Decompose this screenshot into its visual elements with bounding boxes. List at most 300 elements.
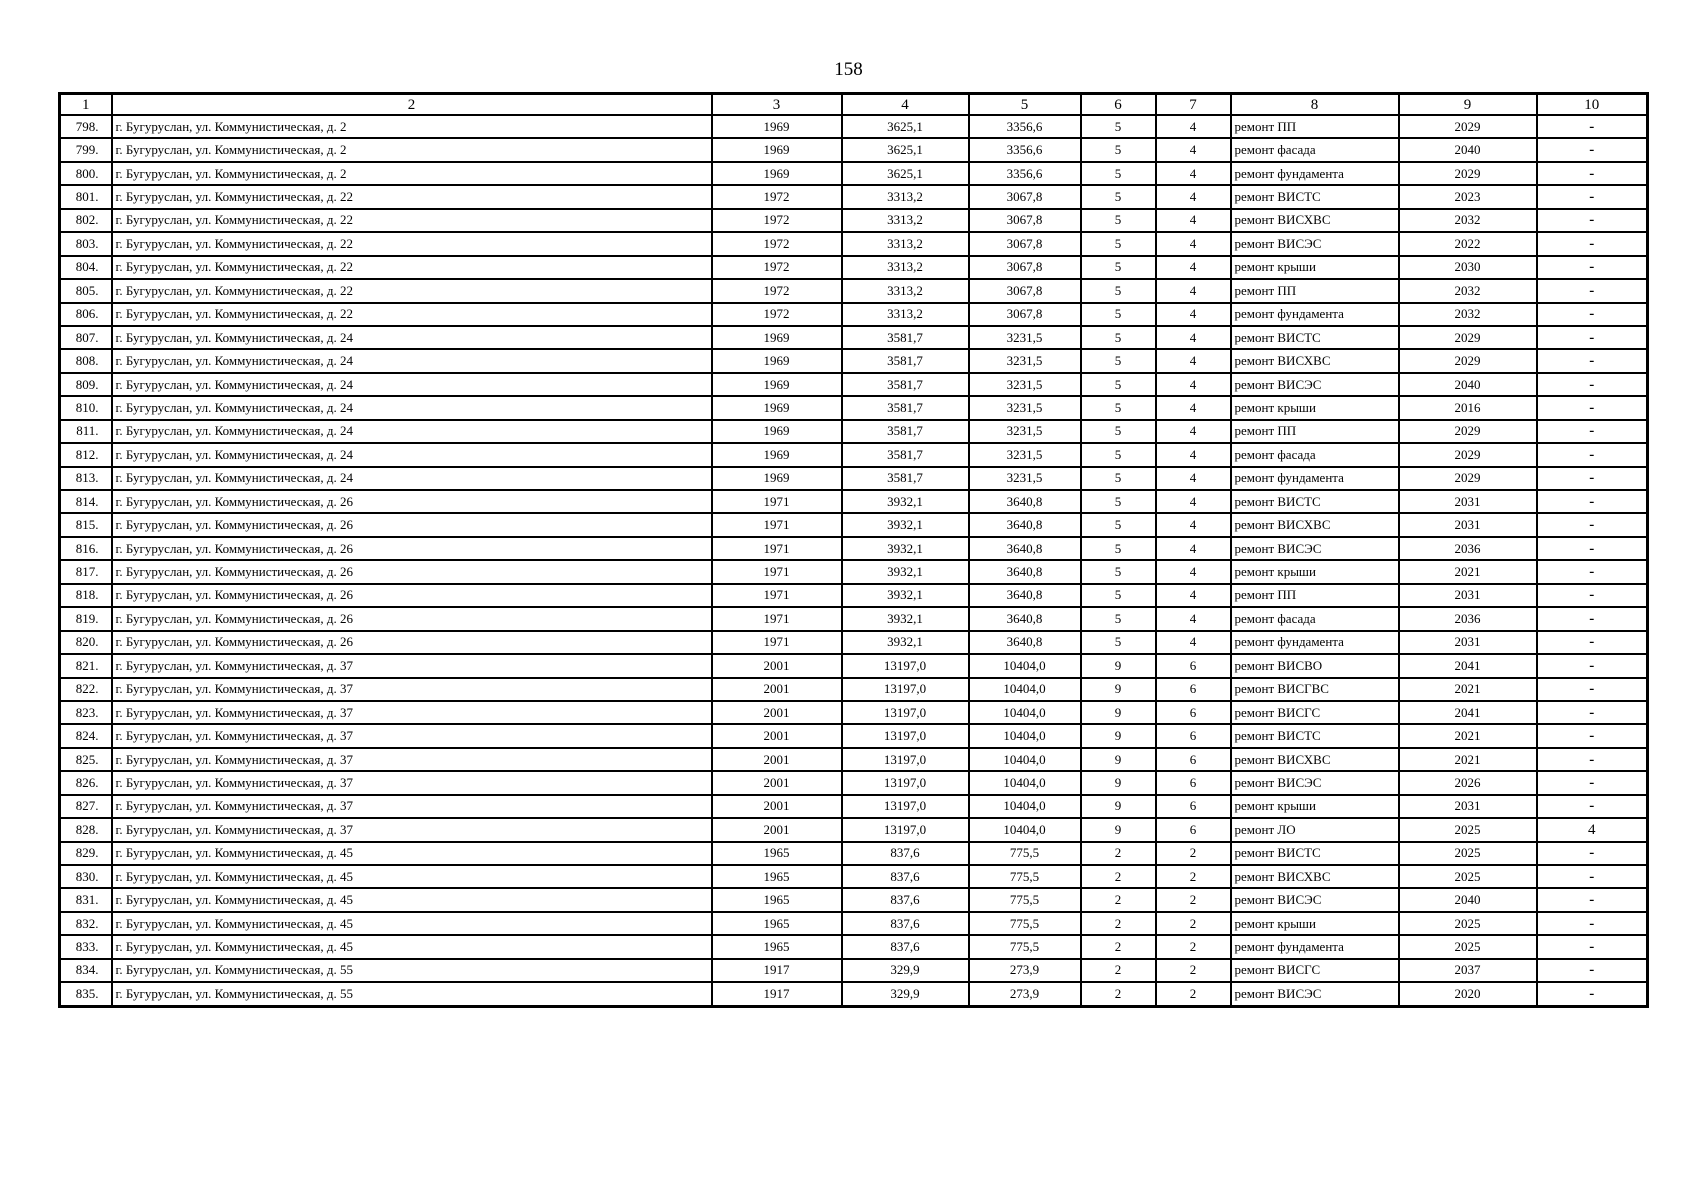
cell-address: г. Бугуруслан, ул. Коммунистическая, д. 22 (112, 232, 712, 255)
cell-total-area: 3932,1 (842, 631, 969, 654)
cell-planned-year: 2026 (1399, 771, 1537, 794)
cell-address: г. Бугуруслан, ул. Коммунистическая, д. 37 (112, 678, 712, 701)
cell-floors: 2 (1081, 842, 1156, 865)
cell-entrances: 6 (1156, 748, 1231, 771)
cell-year-built: 1969 (712, 349, 842, 372)
column-header-10: 10 (1537, 94, 1648, 116)
cell-col-10: - (1537, 232, 1648, 255)
cell-living-area: 3067,8 (969, 303, 1081, 326)
cell-year-built: 2001 (712, 748, 842, 771)
cell-work-type: ремонт ВИСТС (1231, 842, 1399, 865)
cell-total-area: 837,6 (842, 842, 969, 865)
cell-col-10: - (1537, 888, 1648, 911)
cell-address: г. Бугуруслан, ул. Коммунистическая, д. 26 (112, 607, 712, 630)
cell-row-number: 809. (60, 373, 112, 396)
cell-total-area: 3313,2 (842, 232, 969, 255)
table-row (60, 279, 1648, 302)
cell-total-area: 837,6 (842, 912, 969, 935)
cell-entrances: 6 (1156, 771, 1231, 794)
cell-row-number: 815. (60, 513, 112, 536)
cell-entrances: 6 (1156, 818, 1231, 841)
cell-entrances: 6 (1156, 724, 1231, 747)
cell-year-built: 1972 (712, 303, 842, 326)
cell-entrances: 6 (1156, 654, 1231, 677)
cell-row-number: 823. (60, 701, 112, 724)
cell-planned-year: 2040 (1399, 373, 1537, 396)
cell-year-built: 1917 (712, 959, 842, 982)
cell-floors: 5 (1081, 232, 1156, 255)
cell-col-10: - (1537, 162, 1648, 185)
cell-floors: 9 (1081, 795, 1156, 818)
cell-row-number: 816. (60, 537, 112, 560)
cell-address: г. Бугуруслан, ул. Коммунистическая, д. 2 (112, 138, 712, 161)
cell-planned-year: 2040 (1399, 138, 1537, 161)
cell-planned-year: 2025 (1399, 912, 1537, 935)
cell-col-10: - (1537, 560, 1648, 583)
cell-planned-year: 2021 (1399, 560, 1537, 583)
table-row (60, 420, 1648, 443)
cell-year-built: 1971 (712, 490, 842, 513)
cell-total-area: 13197,0 (842, 724, 969, 747)
cell-planned-year: 2020 (1399, 982, 1537, 1006)
cell-living-area: 3640,8 (969, 513, 1081, 536)
cell-work-type: ремонт крыши (1231, 912, 1399, 935)
cell-address: г. Бугуруслан, ул. Коммунистическая, д. 24 (112, 326, 712, 349)
cell-total-area: 13197,0 (842, 818, 969, 841)
cell-address: г. Бугуруслан, ул. Коммунистическая, д. 37 (112, 701, 712, 724)
cell-col-10: - (1537, 584, 1648, 607)
cell-planned-year: 2030 (1399, 256, 1537, 279)
cell-work-type: ремонт фундамента (1231, 303, 1399, 326)
table-row (60, 115, 1648, 138)
cell-entrances: 2 (1156, 842, 1231, 865)
cell-year-built: 2001 (712, 818, 842, 841)
table-row (60, 865, 1648, 888)
cell-planned-year: 2025 (1399, 842, 1537, 865)
cell-living-area: 3640,8 (969, 537, 1081, 560)
cell-floors: 5 (1081, 303, 1156, 326)
cell-year-built: 1971 (712, 607, 842, 630)
cell-total-area: 3625,1 (842, 138, 969, 161)
cell-row-number: 831. (60, 888, 112, 911)
table-row (60, 443, 1648, 466)
cell-work-type: ремонт ПП (1231, 584, 1399, 607)
cell-entrances: 2 (1156, 912, 1231, 935)
cell-address: г. Бугуруслан, ул. Коммунистическая, д. 37 (112, 771, 712, 794)
cell-entrances: 2 (1156, 865, 1231, 888)
cell-row-number: 813. (60, 467, 112, 490)
cell-address: г. Бугуруслан, ул. Коммунистическая, д. 55 (112, 982, 712, 1006)
cell-total-area: 3313,2 (842, 279, 969, 302)
cell-row-number: 817. (60, 560, 112, 583)
cell-planned-year: 2041 (1399, 654, 1537, 677)
table-row (60, 584, 1648, 607)
cell-floors: 5 (1081, 631, 1156, 654)
table-row (60, 888, 1648, 911)
cell-living-area: 775,5 (969, 888, 1081, 911)
cell-work-type: ремонт ВИСВО (1231, 654, 1399, 677)
table-row (60, 748, 1648, 771)
cell-address: г. Бугуруслан, ул. Коммунистическая, д. 37 (112, 795, 712, 818)
cell-address: г. Бугуруслан, ул. Коммунистическая, д. 24 (112, 396, 712, 419)
cell-work-type: ремонт ВИСХВС (1231, 349, 1399, 372)
cell-total-area: 837,6 (842, 888, 969, 911)
cell-total-area: 329,9 (842, 982, 969, 1006)
cell-col-10: - (1537, 537, 1648, 560)
cell-row-number: 826. (60, 771, 112, 794)
table-row (60, 537, 1648, 560)
cell-work-type: ремонт ВИСГС (1231, 701, 1399, 724)
cell-year-built: 1972 (712, 279, 842, 302)
cell-floors: 2 (1081, 935, 1156, 958)
cell-row-number: 825. (60, 748, 112, 771)
cell-work-type: ремонт ВИСХВС (1231, 209, 1399, 232)
cell-work-type: ремонт ВИСЭС (1231, 373, 1399, 396)
cell-living-area: 3356,6 (969, 162, 1081, 185)
cell-work-type: ремонт ВИСТС (1231, 326, 1399, 349)
cell-col-10: - (1537, 490, 1648, 513)
cell-floors: 5 (1081, 396, 1156, 419)
cell-planned-year: 2031 (1399, 513, 1537, 536)
cell-floors: 5 (1081, 349, 1156, 372)
table-row (60, 560, 1648, 583)
cell-row-number: 830. (60, 865, 112, 888)
cell-living-area: 3231,5 (969, 443, 1081, 466)
cell-planned-year: 2032 (1399, 209, 1537, 232)
cell-total-area: 13197,0 (842, 771, 969, 794)
cell-entrances: 4 (1156, 185, 1231, 208)
cell-address: г. Бугуруслан, ул. Коммунистическая, д. 26 (112, 584, 712, 607)
cell-work-type: ремонт фасада (1231, 607, 1399, 630)
cell-row-number: 805. (60, 279, 112, 302)
cell-year-built: 2001 (712, 771, 842, 794)
cell-row-number: 835. (60, 982, 112, 1006)
cell-entrances: 4 (1156, 513, 1231, 536)
table-row (60, 795, 1648, 818)
table-row (60, 771, 1648, 794)
cell-address: г. Бугуруслан, ул. Коммунистическая, д. 26 (112, 631, 712, 654)
cell-col-10: - (1537, 138, 1648, 161)
cell-row-number: 806. (60, 303, 112, 326)
cell-entrances: 2 (1156, 982, 1231, 1006)
cell-total-area: 837,6 (842, 935, 969, 958)
cell-floors: 5 (1081, 490, 1156, 513)
cell-address: г. Бугуруслан, ул. Коммунистическая, д. 55 (112, 959, 712, 982)
cell-planned-year: 2036 (1399, 607, 1537, 630)
cell-entrances: 4 (1156, 373, 1231, 396)
cell-living-area: 3640,8 (969, 490, 1081, 513)
cell-total-area: 3581,7 (842, 443, 969, 466)
table-row (60, 654, 1648, 677)
cell-address: г. Бугуруслан, ул. Коммунистическая, д. 22 (112, 209, 712, 232)
cell-planned-year: 2029 (1399, 326, 1537, 349)
cell-living-area: 3067,8 (969, 232, 1081, 255)
table-row (60, 959, 1648, 982)
cell-year-built: 1969 (712, 396, 842, 419)
cell-year-built: 1971 (712, 560, 842, 583)
cell-year-built: 1969 (712, 443, 842, 466)
column-header-9: 9 (1399, 94, 1537, 116)
cell-year-built: 1972 (712, 256, 842, 279)
cell-living-area: 3067,8 (969, 209, 1081, 232)
cell-floors: 9 (1081, 701, 1156, 724)
cell-address: г. Бугуруслан, ул. Коммунистическая, д. 22 (112, 185, 712, 208)
cell-floors: 5 (1081, 513, 1156, 536)
column-header-2: 2 (112, 94, 712, 116)
cell-total-area: 329,9 (842, 959, 969, 982)
cell-col-10: - (1537, 865, 1648, 888)
cell-floors: 2 (1081, 865, 1156, 888)
cell-row-number: 822. (60, 678, 112, 701)
cell-work-type: ремонт ВИСГС (1231, 959, 1399, 982)
cell-work-type: ремонт ВИСТС (1231, 724, 1399, 747)
cell-living-area: 3067,8 (969, 256, 1081, 279)
cell-floors: 5 (1081, 373, 1156, 396)
cell-total-area: 3932,1 (842, 537, 969, 560)
cell-col-10: - (1537, 326, 1648, 349)
cell-total-area: 13197,0 (842, 748, 969, 771)
cell-floors: 5 (1081, 467, 1156, 490)
cell-floors: 5 (1081, 537, 1156, 560)
cell-row-number: 824. (60, 724, 112, 747)
cell-living-area: 3231,5 (969, 467, 1081, 490)
table-row (60, 256, 1648, 279)
cell-total-area: 13197,0 (842, 678, 969, 701)
cell-total-area: 3581,7 (842, 373, 969, 396)
column-header-8: 8 (1231, 94, 1399, 116)
cell-planned-year: 2029 (1399, 467, 1537, 490)
table-row (60, 912, 1648, 935)
cell-living-area: 10404,0 (969, 795, 1081, 818)
cell-col-10: - (1537, 795, 1648, 818)
table-row (60, 631, 1648, 654)
cell-row-number: 832. (60, 912, 112, 935)
cell-year-built: 1969 (712, 138, 842, 161)
cell-planned-year: 2032 (1399, 303, 1537, 326)
cell-floors: 9 (1081, 771, 1156, 794)
cell-total-area: 13197,0 (842, 654, 969, 677)
cell-floors: 5 (1081, 279, 1156, 302)
cell-planned-year: 2031 (1399, 584, 1537, 607)
cell-living-area: 10404,0 (969, 654, 1081, 677)
table-row (60, 724, 1648, 747)
cell-living-area: 3231,5 (969, 420, 1081, 443)
cell-col-10: - (1537, 935, 1648, 958)
cell-year-built: 1969 (712, 115, 842, 138)
cell-entrances: 4 (1156, 279, 1231, 302)
cell-address: г. Бугуруслан, ул. Коммунистическая, д. 24 (112, 373, 712, 396)
cell-entrances: 4 (1156, 560, 1231, 583)
table-row (60, 185, 1648, 208)
cell-planned-year: 2029 (1399, 115, 1537, 138)
cell-col-10: - (1537, 256, 1648, 279)
cell-work-type: ремонт крыши (1231, 795, 1399, 818)
column-header-7: 7 (1156, 94, 1231, 116)
cell-planned-year: 2025 (1399, 818, 1537, 841)
cell-work-type: ремонт ВИСЭС (1231, 888, 1399, 911)
cell-floors: 5 (1081, 607, 1156, 630)
cell-living-area: 775,5 (969, 935, 1081, 958)
table-row (60, 326, 1648, 349)
table-row (60, 818, 1648, 841)
cell-address: г. Бугуруслан, ул. Коммунистическая, д. 24 (112, 420, 712, 443)
cell-row-number: 807. (60, 326, 112, 349)
cell-work-type: ремонт ВИСТС (1231, 490, 1399, 513)
cell-col-10: - (1537, 959, 1648, 982)
table-row (60, 513, 1648, 536)
cell-col-10: - (1537, 443, 1648, 466)
cell-col-10: - (1537, 279, 1648, 302)
cell-work-type: ремонт ВИСХВС (1231, 513, 1399, 536)
cell-entrances: 2 (1156, 935, 1231, 958)
cell-work-type: ремонт ВИСТС (1231, 185, 1399, 208)
cell-entrances: 4 (1156, 607, 1231, 630)
cell-floors: 2 (1081, 888, 1156, 911)
cell-year-built: 1965 (712, 912, 842, 935)
cell-planned-year: 2031 (1399, 795, 1537, 818)
cell-col-10: - (1537, 724, 1648, 747)
cell-entrances: 4 (1156, 232, 1231, 255)
cell-total-area: 837,6 (842, 865, 969, 888)
cell-col-10: - (1537, 115, 1648, 138)
cell-address: г. Бугуруслан, ул. Коммунистическая, д. 45 (112, 865, 712, 888)
table-row (60, 209, 1648, 232)
cell-entrances: 2 (1156, 959, 1231, 982)
cell-address: г. Бугуруслан, ул. Коммунистическая, д. 37 (112, 724, 712, 747)
cell-work-type: ремонт ПП (1231, 420, 1399, 443)
cell-entrances: 6 (1156, 701, 1231, 724)
cell-living-area: 3231,5 (969, 396, 1081, 419)
cell-entrances: 4 (1156, 490, 1231, 513)
cell-planned-year: 2037 (1399, 959, 1537, 982)
cell-total-area: 3313,2 (842, 303, 969, 326)
cell-row-number: 800. (60, 162, 112, 185)
cell-living-area: 10404,0 (969, 748, 1081, 771)
cell-year-built: 1971 (712, 537, 842, 560)
cell-planned-year: 2029 (1399, 162, 1537, 185)
cell-row-number: 827. (60, 795, 112, 818)
cell-living-area: 3640,8 (969, 560, 1081, 583)
cell-floors: 5 (1081, 162, 1156, 185)
cell-col-10: - (1537, 349, 1648, 372)
cell-living-area: 10404,0 (969, 818, 1081, 841)
column-header-3: 3 (712, 94, 842, 116)
cell-entrances: 4 (1156, 162, 1231, 185)
cell-planned-year: 2041 (1399, 701, 1537, 724)
cell-planned-year: 2029 (1399, 443, 1537, 466)
cell-entrances: 4 (1156, 631, 1231, 654)
cell-living-area: 10404,0 (969, 724, 1081, 747)
cell-work-type: ремонт крыши (1231, 396, 1399, 419)
cell-entrances: 6 (1156, 795, 1231, 818)
cell-row-number: 812. (60, 443, 112, 466)
cell-address: г. Бугуруслан, ул. Коммунистическая, д. 37 (112, 748, 712, 771)
cell-col-10: - (1537, 631, 1648, 654)
cell-living-area: 3640,8 (969, 631, 1081, 654)
cell-address: г. Бугуруслан, ул. Коммунистическая, д. 22 (112, 256, 712, 279)
cell-living-area: 10404,0 (969, 701, 1081, 724)
cell-year-built: 1917 (712, 982, 842, 1006)
cell-row-number: 818. (60, 584, 112, 607)
cell-col-10: - (1537, 654, 1648, 677)
cell-living-area: 3231,5 (969, 326, 1081, 349)
column-header-6: 6 (1081, 94, 1156, 116)
cell-planned-year: 2032 (1399, 279, 1537, 302)
cell-total-area: 3932,1 (842, 560, 969, 583)
cell-year-built: 1969 (712, 373, 842, 396)
table-row (60, 232, 1648, 255)
cell-work-type: ремонт ВИСХВС (1231, 865, 1399, 888)
cell-address: г. Бугуруслан, ул. Коммунистическая, д. 26 (112, 490, 712, 513)
cell-entrances: 4 (1156, 420, 1231, 443)
cell-floors: 5 (1081, 326, 1156, 349)
cell-col-10: - (1537, 842, 1648, 865)
cell-living-area: 3356,6 (969, 138, 1081, 161)
cell-living-area: 775,5 (969, 842, 1081, 865)
table-row (60, 162, 1648, 185)
cell-year-built: 1969 (712, 326, 842, 349)
cell-living-area: 3356,6 (969, 115, 1081, 138)
cell-year-built: 1965 (712, 935, 842, 958)
cell-total-area: 3581,7 (842, 396, 969, 419)
cell-floors: 9 (1081, 654, 1156, 677)
cell-row-number: 834. (60, 959, 112, 982)
cell-total-area: 13197,0 (842, 795, 969, 818)
header-row (60, 94, 1648, 116)
cell-year-built: 1971 (712, 631, 842, 654)
cell-row-number: 829. (60, 842, 112, 865)
cell-floors: 9 (1081, 724, 1156, 747)
cell-living-area: 3231,5 (969, 349, 1081, 372)
cell-planned-year: 2022 (1399, 232, 1537, 255)
cell-year-built: 2001 (712, 678, 842, 701)
cell-work-type: ремонт фундамента (1231, 935, 1399, 958)
cell-year-built: 1972 (712, 209, 842, 232)
cell-work-type: ремонт ВИСХВС (1231, 748, 1399, 771)
cell-year-built: 1969 (712, 420, 842, 443)
cell-work-type: ремонт ВИСЭС (1231, 771, 1399, 794)
cell-floors: 5 (1081, 560, 1156, 583)
cell-entrances: 4 (1156, 537, 1231, 560)
cell-work-type: ремонт крыши (1231, 560, 1399, 583)
cell-entrances: 4 (1156, 467, 1231, 490)
cell-planned-year: 2021 (1399, 748, 1537, 771)
cell-total-area: 3581,7 (842, 467, 969, 490)
cell-col-10: - (1537, 467, 1648, 490)
cell-planned-year: 2036 (1399, 537, 1537, 560)
cell-total-area: 13197,0 (842, 701, 969, 724)
cell-total-area: 3313,2 (842, 185, 969, 208)
cell-row-number: 819. (60, 607, 112, 630)
cell-row-number: 828. (60, 818, 112, 841)
cell-col-10: - (1537, 748, 1648, 771)
cell-floors: 5 (1081, 185, 1156, 208)
cell-entrances: 4 (1156, 349, 1231, 372)
cell-row-number: 802. (60, 209, 112, 232)
cell-address: г. Бугуруслан, ул. Коммунистическая, д. 2 (112, 162, 712, 185)
cell-floors: 9 (1081, 678, 1156, 701)
cell-entrances: 4 (1156, 326, 1231, 349)
table-row (60, 678, 1648, 701)
cell-floors: 2 (1081, 912, 1156, 935)
cell-planned-year: 2021 (1399, 678, 1537, 701)
cell-total-area: 3932,1 (842, 607, 969, 630)
cell-row-number: 803. (60, 232, 112, 255)
cell-col-10: 4 (1537, 818, 1648, 841)
cell-living-area: 3231,5 (969, 373, 1081, 396)
cell-entrances: 6 (1156, 678, 1231, 701)
cell-planned-year: 2040 (1399, 888, 1537, 911)
